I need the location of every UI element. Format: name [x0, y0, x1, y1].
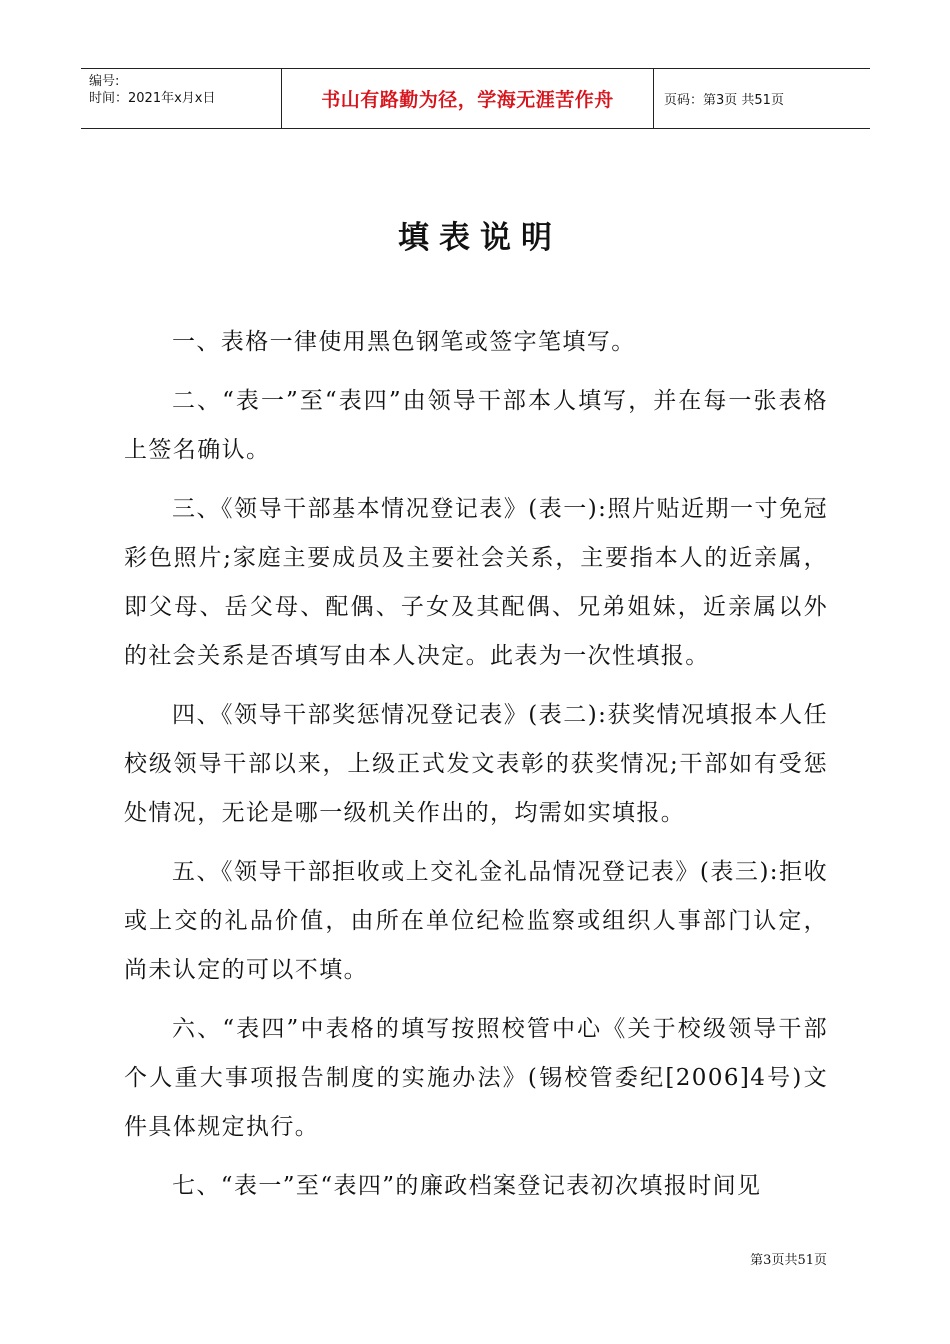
document-number-label: 编号:: [89, 74, 120, 89]
document-header: [81, 68, 870, 129]
instruction-paragraph-2: 二、“表一”至“表四”由领导干部本人填写，并在每一张表格上签名确认。: [124, 388, 828, 463]
instruction-paragraph-5: 五、《领导干部拒收或上交礼金礼品情况登记表》(表三):拒收或上交的礼品价值，由所在单位纪检监察或组织人事部门认定，尚未认定的可以不填。: [124, 859, 828, 983]
document-time-label: 时间：2021年x月x日: [89, 91, 216, 106]
footer-page-number: 第3页共51页: [750, 1253, 827, 1268]
instructions-body: [124, 318, 828, 1221]
instruction-paragraph-7: 七、“表一”至“表四”的廉政档案登记表初次填报时间见: [172, 1173, 762, 1199]
header-page-info: 页码：第3页 共51页: [664, 93, 784, 108]
instruction-paragraph-4: 四、《领导干部奖惩情况登记表》(表二):获奖情况填报本人任校级领导干部以来，上级正式发文表彰的获奖情况;干部如有受惩处情况，无论是哪一级机关作出的，均需如实填报。: [124, 702, 828, 826]
header-motto: 书山有路勤为径，学海无涯苦作舟: [282, 69, 654, 128]
instruction-paragraph-6: 六、“表四”中表格的填写按照校管中心《关于校级领导干部个人重大事项报告制度的实施办法》(锡校管委纪[2006]4号)文件具体规定执行。: [124, 1016, 828, 1140]
instruction-paragraph-3: 三、《领导干部基本情况登记表》(表一):照片贴近期一寸免冠彩色照片;家庭主要成员及主要社会关系，主要指本人的近亲属，即父母、岳父母、配偶、子女及其配偶、兄弟姐妹，近亲属以外的社会关系是否填写由本人决定。此表为一次性填报。: [124, 496, 828, 669]
header-meta-cell: [81, 69, 282, 128]
page-title: 填表说明: [398, 220, 562, 256]
instruction-paragraph-1: 一、表格一律使用黑色钢笔或签字笔填写。: [172, 329, 636, 355]
